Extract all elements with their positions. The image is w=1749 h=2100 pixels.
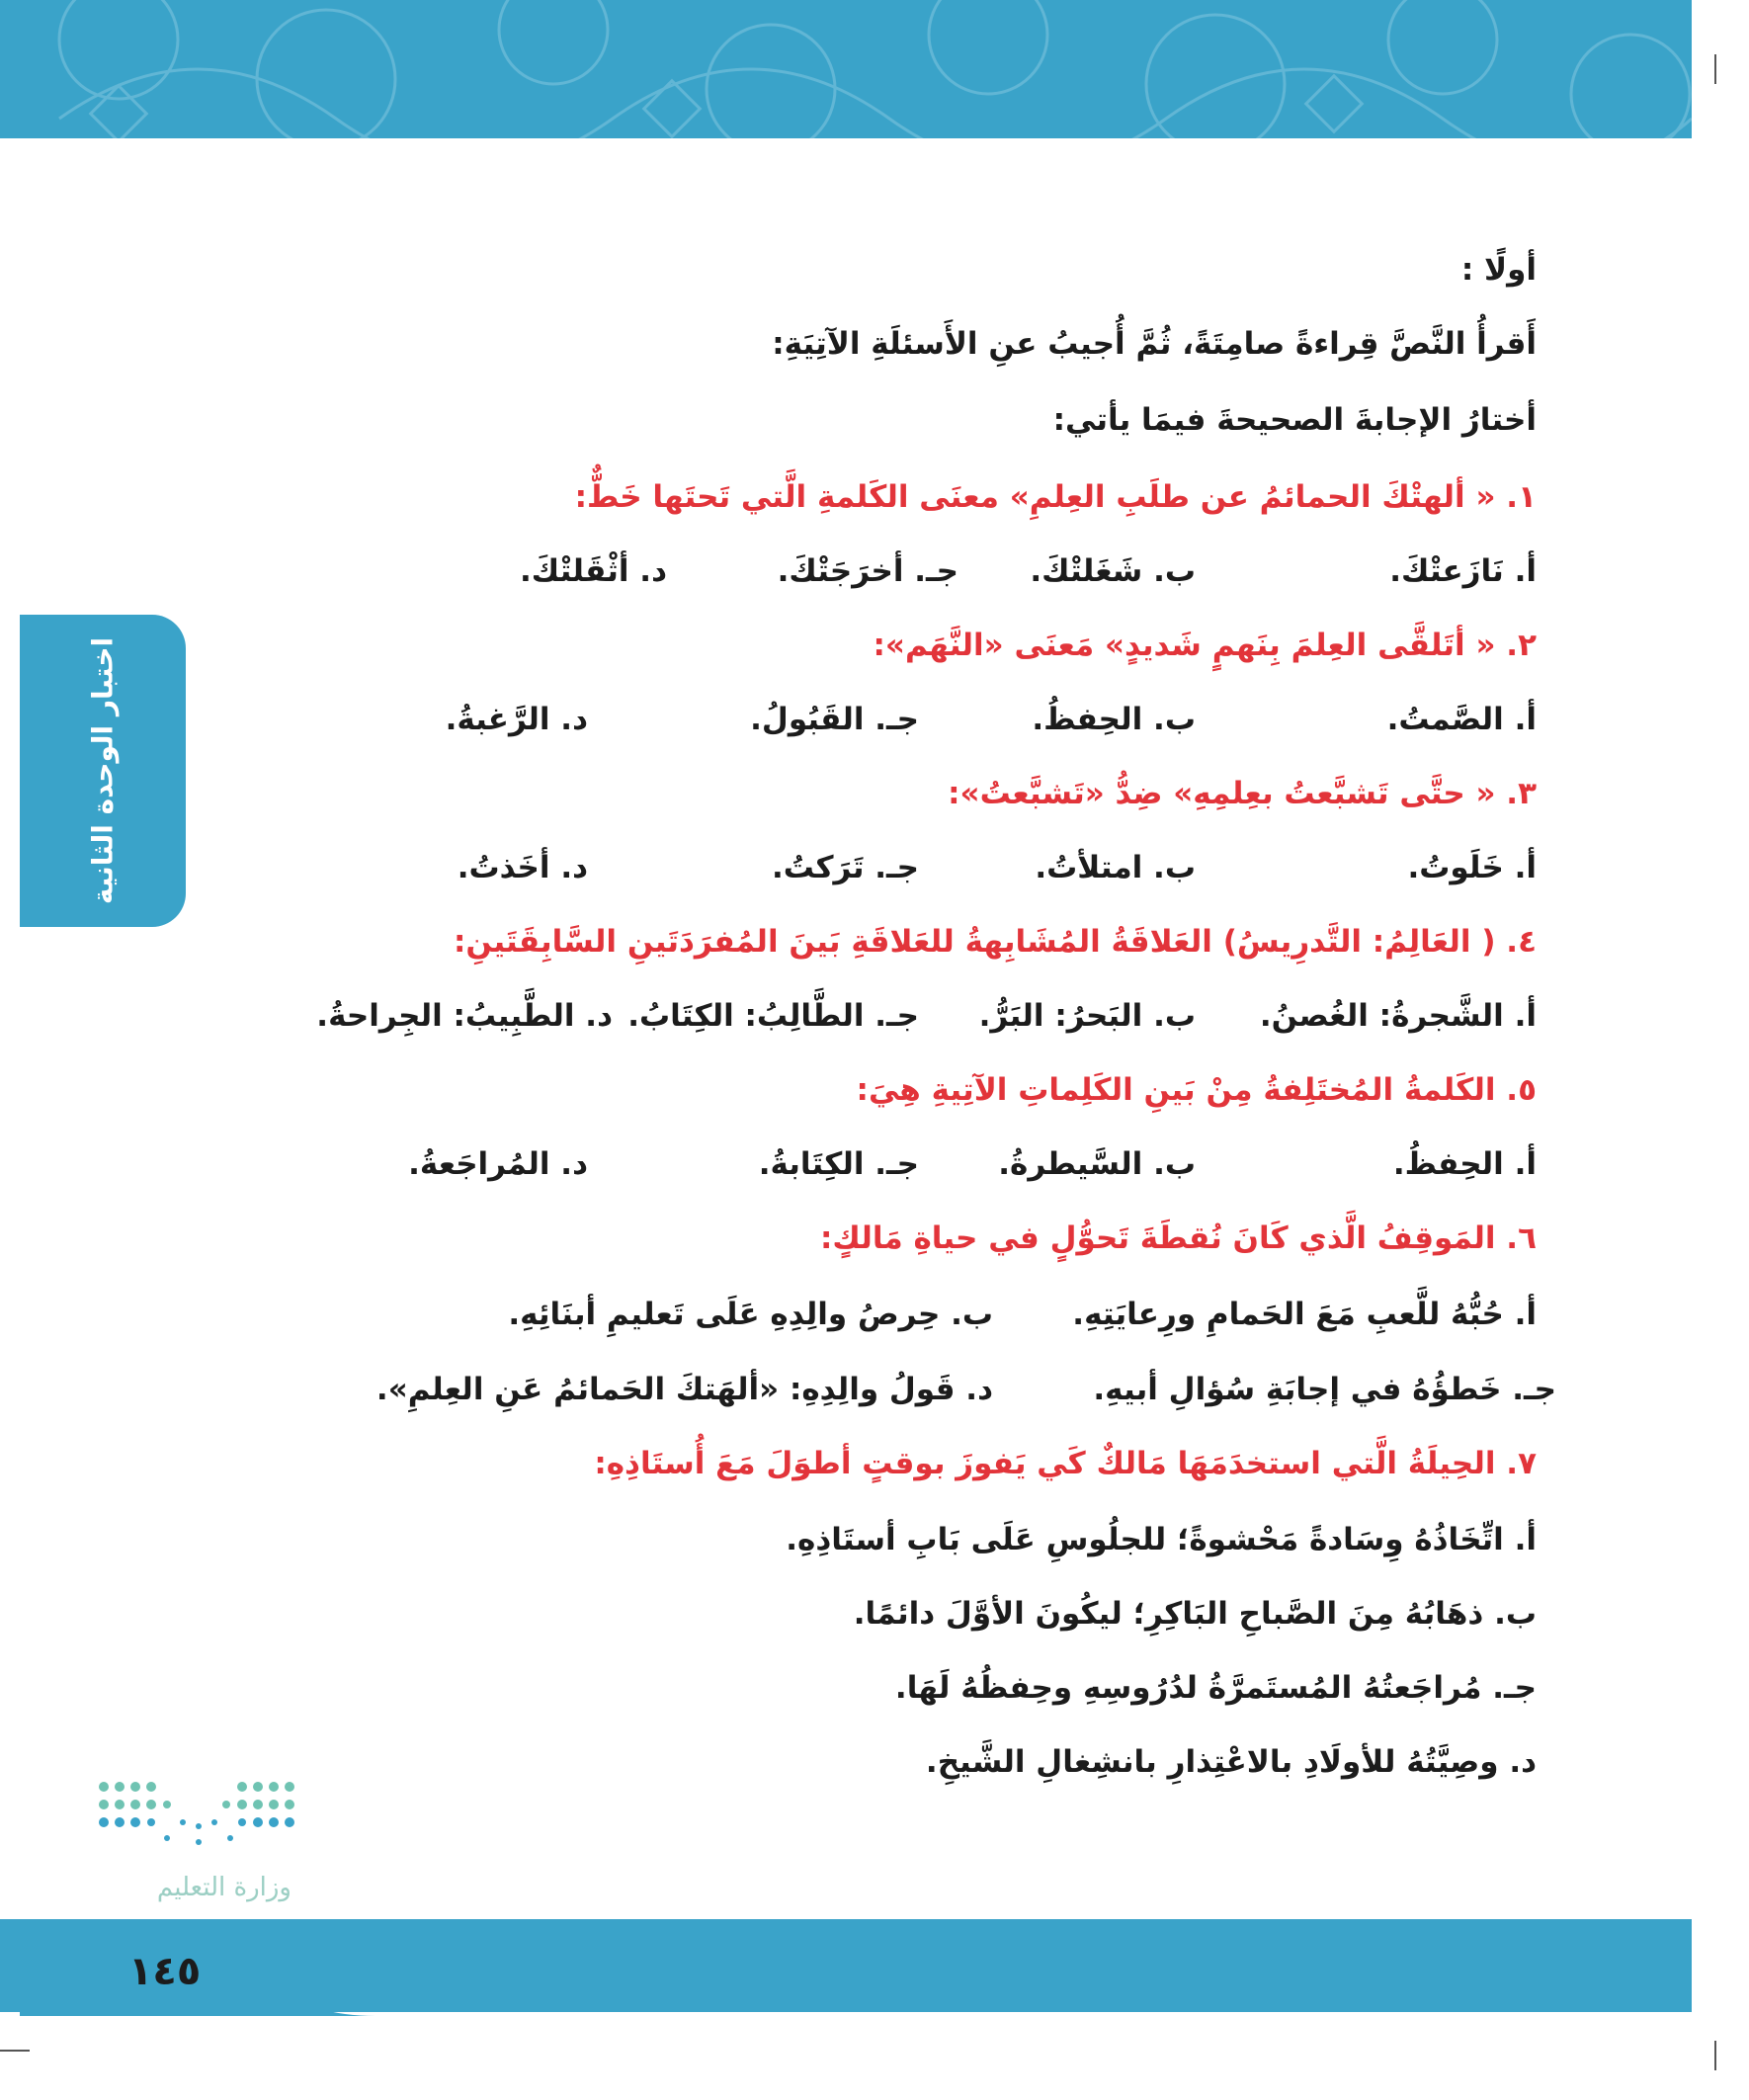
ministry-logo-icon [94,1777,311,1915]
option[interactable]: أ. الحِفظُ. [1392,1146,1537,1182]
option[interactable]: ب. امتلأتُ. [1035,850,1196,885]
option[interactable]: ب. الحِفظُ. [1032,702,1196,737]
option[interactable]: جـ. الطَّالِبُ: الكِتَابُ. [627,998,919,1034]
option[interactable]: أ. نَازَعتْكَ. [1389,553,1537,589]
option[interactable]: أ. خَلَوتُ. [1407,850,1537,885]
unit-side-tab-label: اختبار الوحدة الثانية [86,636,120,905]
question-5: ٥. الكَلمةُ المُختَلِفةُ مِنْ بَينِ الكَلِماتِ الآتِيةِ هِيَ: [856,1072,1537,1108]
option[interactable]: جـ. أخرَجَتْكَ. [777,553,958,589]
svg-text:وزارة التعليم: وزارة التعليم [156,1873,292,1902]
option[interactable]: أ. اتِّخَاذُهُ وِسَادةً مَحْشوةً؛ للجلُوسِ عَلَى بَابِ أستَاذِهِ. [786,1522,1537,1557]
header-banner [0,0,1692,138]
option[interactable]: ب. البَحرُ: البَرُّ. [978,998,1196,1034]
unit-side-tab [20,615,186,927]
option[interactable]: د. المُراجَعةُ. [408,1146,588,1182]
crop-mark [1714,2041,1716,2070]
option[interactable]: جـ. الكِتَابةُ. [758,1146,919,1182]
option[interactable]: د. الرَّغبةُ. [445,702,588,737]
option[interactable]: د. قَولُ والِدِهِ: «ألهَتكَ الحَمائمُ عَنِ العِلمِ». [375,1372,993,1407]
option[interactable]: أ. الصَّمتُ. [1386,702,1537,737]
question-1: ١. « ألهتْكَ الحمائمُ عن طلَبِ العِلمِ» معنَى الكَلمةِ الَّتي تَحتَها خَطٌّ: [574,479,1537,515]
option[interactable]: أ. الشَّجرةُ: الغُصنُ. [1259,998,1537,1034]
question-7: ٧. الحِيلَةُ الَّتي استخدَمَهَا مَالكٌ كَي يَفوزَ بوقتٍ أطوَلَ مَعَ أُستَاذِهِ: [594,1446,1537,1481]
instruction-text: أَقرأُ النَّصَّ قِراءةً صامِتَةً، ثُمَّ أُجيبُ عنِ الأَسئلَةِ الآتِيَةِ: [772,326,1537,362]
question-2: ٢. « أتَلقَّى العِلمَ بِنَهمٍ شَديدٍ» مَعنَى «النَّهَم»: [873,628,1537,663]
crop-mark [1714,54,1716,84]
page-number: ١٤٥ [128,1949,202,1994]
option[interactable]: ب. حِرصُ والِدِهِ عَلَى تَعليمِ أبنَائِهِ. [508,1297,993,1332]
option[interactable]: د. أثْقَلتْكَ. [519,553,667,589]
option[interactable]: د. الطَّبِيبُ: الجِراحةُ. [316,998,613,1034]
choose-instruction: أختارُ الإجابةَ الصحيحةَ فيمَا يأتي: [1052,402,1537,438]
footer-band [0,1919,1692,2012]
option[interactable]: جـ. تَرَكتُ. [771,850,919,885]
option[interactable]: جـ. القَبُولُ. [750,702,919,737]
crop-mark [0,2050,30,2052]
option[interactable]: ب. ذهَابُهُ مِنَ الصَّباحِ البَاكِرِ؛ ليكُونَ الأوَّلَ دائمًا. [853,1596,1537,1632]
option[interactable]: ب. السَّيطرةُ. [998,1146,1196,1182]
option[interactable]: أ. حُبُّهُ للَّعبِ مَعَ الحَمامِ ورِعايَتِهِ. [1072,1297,1537,1332]
option[interactable]: د. أخَذتُ. [457,850,588,885]
question-4: ٤. ( العَالِمُ: التَّدرِيسُ) العَلاقَةُ المُشَابِهةُ للعَلاقَةِ بَينَ المُفرَدَتَينِ السَّابِقَتَينِ: [454,924,1537,960]
banner-pattern [0,0,1692,138]
section-heading: أولًا : [1460,252,1537,288]
option[interactable]: ب. شَغَلتْكَ. [1030,553,1196,589]
question-3: ٣. « حتَّى تَشبَّعتُ بعِلمِهِ» ضِدُّ «تَشبَّعتُ»: [948,776,1537,811]
option[interactable]: جـ. مُراجَعتُهُ المُستَمرَّةُ لدُرُوسِهِ وحِفظُهُ لَهَا. [894,1670,1537,1706]
option[interactable]: جـ. خَطؤُهُ في إجابَةِ سُؤالِ أبيهِ. [1093,1372,1556,1407]
question-6: ٦. المَوقِفُ الَّذي كَانَ نُقطَةَ تَحوُّلٍ في حياةِ مَالكٍ: [819,1220,1537,1256]
option[interactable]: د. وصِيَّتُهُ للأولَادِ بالاعْتِذارِ بانشِغالِ الشَّيخِ. [925,1744,1537,1780]
